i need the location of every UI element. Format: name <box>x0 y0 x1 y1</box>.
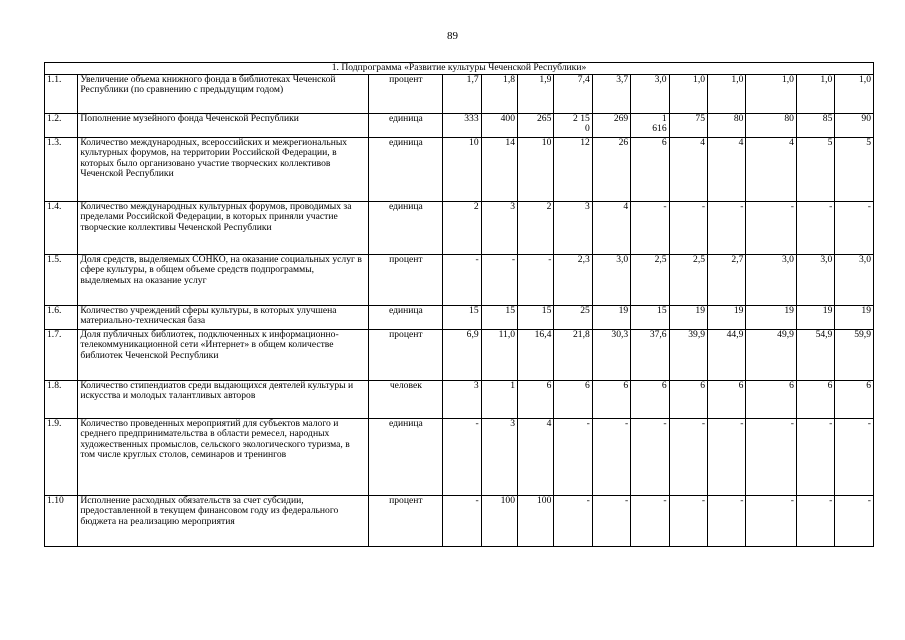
value-cell: 6 <box>631 137 669 201</box>
value-cell: 10 <box>518 137 554 201</box>
table-row <box>45 74 874 113</box>
value-cell: 37,6 <box>631 329 669 380</box>
value-cell: 39,9 <box>669 329 707 380</box>
value-cell: 15 <box>518 305 554 329</box>
value-cell: 19 <box>796 305 834 329</box>
value-cell: 1,9 <box>518 74 554 113</box>
row-number: 1.6. <box>45 305 78 329</box>
value-cell: 1,0 <box>796 74 834 113</box>
value-cell: 3,0 <box>835 254 874 305</box>
value-cell: - <box>592 495 630 546</box>
value-cell: 19 <box>835 305 874 329</box>
value-cell: 3,0 <box>631 74 669 113</box>
value-cell: - <box>746 418 797 495</box>
value-cell: - <box>481 254 517 305</box>
value-cell: 1 616 <box>631 113 669 137</box>
value-cell: 2,3 <box>554 254 592 305</box>
value-cell: - <box>443 254 481 305</box>
row-number: 1.9. <box>45 418 78 495</box>
value-cell: 19 <box>592 305 630 329</box>
table-row <box>45 137 874 201</box>
value-cell: 11,0 <box>481 329 517 380</box>
value-cell: - <box>631 418 669 495</box>
value-cell: 59,9 <box>835 329 874 380</box>
value-cell: - <box>669 495 707 546</box>
value-cell: 6 <box>554 380 592 418</box>
value-cell: 14 <box>481 137 517 201</box>
value-cell: 3,0 <box>796 254 834 305</box>
value-cell: - <box>746 201 797 254</box>
row-number: 1.4. <box>45 201 78 254</box>
value-cell: 3,0 <box>746 254 797 305</box>
table-row <box>45 113 874 137</box>
value-cell: 19 <box>746 305 797 329</box>
value-cell: 85 <box>796 113 834 137</box>
value-cell: - <box>592 418 630 495</box>
value-cell: 16,4 <box>518 329 554 380</box>
value-cell: 3 <box>554 201 592 254</box>
value-cell: 26 <box>592 137 630 201</box>
value-cell: - <box>796 495 834 546</box>
value-cell: 6 <box>835 380 874 418</box>
value-cell: 80 <box>746 113 797 137</box>
value-cell: 6 <box>518 380 554 418</box>
value-cell: 3,7 <box>592 74 630 113</box>
indicator-name: Доля публичных библиотек, подключенных к информационно-телекоммуникационной сети «Интернет» в общем количестве библиотек Чеченской Республики <box>78 329 369 380</box>
value-cell: 4 <box>518 418 554 495</box>
value-cell: - <box>631 201 669 254</box>
row-number: 1.10 <box>45 495 78 546</box>
value-cell: - <box>835 495 874 546</box>
unit-of-measure: человек <box>369 380 443 418</box>
value-cell: 12 <box>554 137 592 201</box>
unit-of-measure: единица <box>369 418 443 495</box>
value-cell: 49,9 <box>746 329 797 380</box>
value-cell: - <box>708 495 746 546</box>
value-cell: 6 <box>708 380 746 418</box>
value-cell: 4 <box>746 137 797 201</box>
value-cell: 1,0 <box>746 74 797 113</box>
value-cell: - <box>708 201 746 254</box>
value-cell: 15 <box>481 305 517 329</box>
value-cell: - <box>443 418 481 495</box>
value-cell: 3,0 <box>592 254 630 305</box>
value-cell: 7,4 <box>554 74 592 113</box>
value-cell: 100 <box>481 495 517 546</box>
value-cell: 269 <box>592 113 630 137</box>
value-cell: 15 <box>443 305 481 329</box>
value-cell: 265 <box>518 113 554 137</box>
indicator-name: Количество учреждений сферы культуры, в которых улучшена материально-техническая база <box>78 305 369 329</box>
indicator-name: Количество стипендиатов среди выдающихся деятелей культуры и искусства и молодых талантливых авторов <box>78 380 369 418</box>
value-cell: - <box>554 495 592 546</box>
table-row <box>45 305 874 329</box>
unit-of-measure: процент <box>369 495 443 546</box>
value-cell: - <box>746 495 797 546</box>
value-cell: - <box>669 201 707 254</box>
value-cell: 3 <box>443 380 481 418</box>
value-cell: 21,8 <box>554 329 592 380</box>
value-cell: 6 <box>796 380 834 418</box>
row-number: 1.7. <box>45 329 78 380</box>
value-cell: 30,3 <box>592 329 630 380</box>
value-cell: 2 <box>518 201 554 254</box>
value-cell: - <box>631 495 669 546</box>
value-cell: 15 <box>631 305 669 329</box>
value-cell: 2 <box>443 201 481 254</box>
value-cell: 6 <box>746 380 797 418</box>
value-cell: 2,5 <box>669 254 707 305</box>
value-cell: - <box>554 418 592 495</box>
row-number: 1.1. <box>45 74 78 113</box>
value-cell: 6 <box>631 380 669 418</box>
row-number: 1.5. <box>45 254 78 305</box>
value-cell: 2 15 0 <box>554 113 592 137</box>
value-cell: 400 <box>481 113 517 137</box>
value-cell: - <box>796 201 834 254</box>
value-cell: 4 <box>592 201 630 254</box>
page-number: 89 <box>447 30 458 42</box>
indicator-name: Доля средств, выделяемых СОНКО, на оказание социальных услуг в сфере культуры, в общем объеме средств подпрограммы, выделяемых на оказание услуг <box>78 254 369 305</box>
value-cell: 3 <box>481 201 517 254</box>
indicator-name: Увеличение объема книжного фонда в библиотеках Чеченской Республики (по сравнению с предыдущим годом) <box>78 74 369 113</box>
indicator-name: Количество международных, всероссийских и межрегиональных культурных форумов, на территории Российской Федерации, в которых было организовано участие творческих коллективов Чеченской Республики <box>78 137 369 201</box>
value-cell: 80 <box>708 113 746 137</box>
unit-of-measure: единица <box>369 201 443 254</box>
value-cell: 6,9 <box>443 329 481 380</box>
value-cell: - <box>796 418 834 495</box>
value-cell: 4 <box>669 137 707 201</box>
value-cell: 6 <box>592 380 630 418</box>
unit-of-measure: единица <box>369 137 443 201</box>
indicator-name: Исполнение расходных обязательств за счет субсидии, предоставленной в текущем финансовом году из федерального бюджета на реализацию мероприятия <box>78 495 369 546</box>
indicator-name: Пополнение музейного фонда Чеченской Республики <box>78 113 369 137</box>
value-cell: 6 <box>669 380 707 418</box>
value-cell: 5 <box>835 137 874 201</box>
section-title: 1. Подпрограмма «Развитие культуры Чеченской Республики» <box>45 63 874 75</box>
unit-of-measure: единица <box>369 113 443 137</box>
value-cell: 5 <box>796 137 834 201</box>
unit-of-measure: единица <box>369 305 443 329</box>
value-cell: 25 <box>554 305 592 329</box>
value-cell: 2,5 <box>631 254 669 305</box>
value-cell: - <box>835 418 874 495</box>
unit-of-measure: процент <box>369 254 443 305</box>
table-row <box>45 329 874 380</box>
value-cell: 1,8 <box>481 74 517 113</box>
row-number: 1.8. <box>45 380 78 418</box>
value-cell: 54,9 <box>796 329 834 380</box>
indicator-name: Количество проведенных мероприятий для субъектов малого и среднего предпринимательства в области ремесел, народных художественных промыслов, сельского экологического туризма, в том числе круглых столов, семинаров и тренингов <box>78 418 369 495</box>
value-cell: 3 <box>481 418 517 495</box>
value-cell: - <box>518 254 554 305</box>
value-cell: 19 <box>708 305 746 329</box>
value-cell: - <box>669 418 707 495</box>
row-number: 1.2. <box>45 113 78 137</box>
unit-of-measure: процент <box>369 329 443 380</box>
indicators-table <box>44 62 874 547</box>
value-cell: 75 <box>669 113 707 137</box>
value-cell: 1,0 <box>835 74 874 113</box>
value-cell: 333 <box>443 113 481 137</box>
value-cell: 44,9 <box>708 329 746 380</box>
value-cell: - <box>835 201 874 254</box>
value-cell: 1,7 <box>443 74 481 113</box>
value-cell: 90 <box>835 113 874 137</box>
indicator-name: Количество международных культурных форумов, проводимых за пределами Российской Федерации, в которых приняли участие творческие коллективы Чеченской Республики <box>78 201 369 254</box>
value-cell: - <box>708 418 746 495</box>
value-cell: 100 <box>518 495 554 546</box>
row-number: 1.3. <box>45 137 78 201</box>
section-header-row <box>45 63 874 75</box>
table-row <box>45 201 874 254</box>
value-cell: 1,0 <box>708 74 746 113</box>
value-cell: 10 <box>443 137 481 201</box>
table-row <box>45 254 874 305</box>
table-row <box>45 495 874 546</box>
value-cell: 1 <box>481 380 517 418</box>
value-cell: 1,0 <box>669 74 707 113</box>
table-row <box>45 380 874 418</box>
value-cell: - <box>443 495 481 546</box>
table-row <box>45 418 874 495</box>
value-cell: 19 <box>669 305 707 329</box>
unit-of-measure: процент <box>369 74 443 113</box>
value-cell: 2,7 <box>708 254 746 305</box>
value-cell: 4 <box>708 137 746 201</box>
